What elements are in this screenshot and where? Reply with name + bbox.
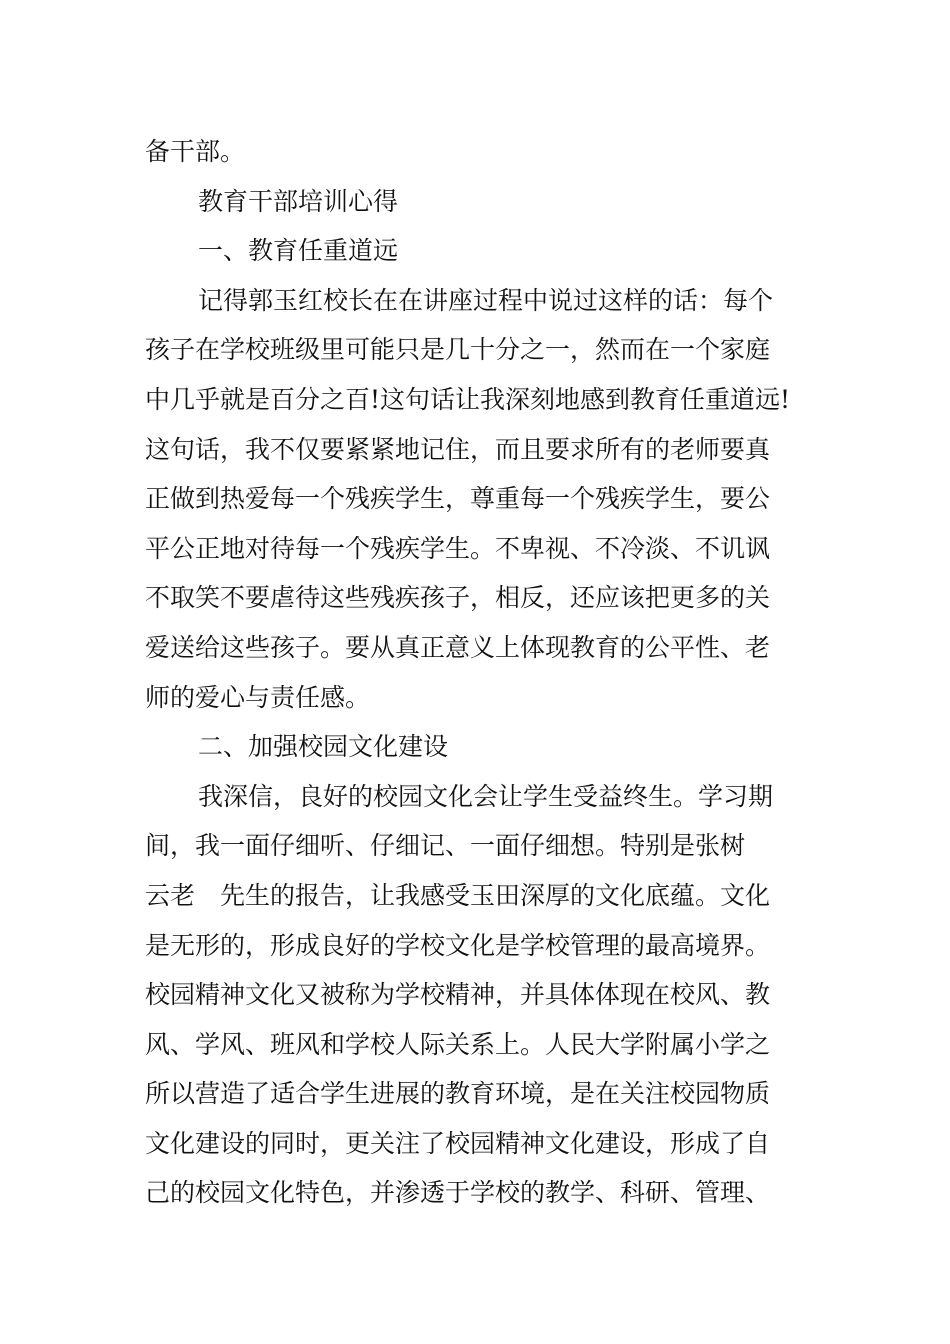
paragraph-line: 不取笑不要虐待这些残疾孩子，相反，还应该把更多的关 xyxy=(145,583,771,613)
paragraph-line: 正做到热爱每一个残疾学生，尊重每一个残疾学生，要公 xyxy=(145,484,771,514)
paragraph-line: 备干部。 xyxy=(145,137,246,166)
paragraph-line: 这句话，我不仅要紧紧地记住，而且要求所有的老师要真 xyxy=(145,434,771,464)
paragraph-line: 爱送给这些孩子。要从真正意义上体现教育的公平性、老 xyxy=(145,632,771,662)
paragraph-line: 中几乎就是百分之百!这句话让我深刻地感到教育任重道远! xyxy=(145,384,791,414)
paragraph-line: 师的爱心与责任感。 xyxy=(145,682,371,712)
paragraph-line: 孩子在学校班级里可能只是几十分之一，然而在一个家庭 xyxy=(145,335,771,365)
paragraph-line: 平公正地对待每一个残疾学生。不卑视、不冷淡、不讥讽 xyxy=(145,533,771,563)
section-heading: 二、加强校园文化建设 xyxy=(198,732,449,762)
paragraph-line: 是无形的，形成良好的学校文化是学校管理的最高境界。 xyxy=(145,930,771,960)
paragraph-line: 文化建设的同时，更关注了校园精神文化建设，形成了自 xyxy=(145,1128,771,1158)
paragraph-line: 间，我一面仔细听、仔细记、一面仔细想。特别是张树 xyxy=(145,831,746,861)
paragraph-line: 己的校园文化特色，并渗透于学校的教学、科研、管理、 xyxy=(145,1178,771,1208)
section-title: 教育干部培训心得 xyxy=(198,186,399,216)
paragraph-line: 校园精神文化又被称为学校精神，并具体体现在校风、教 xyxy=(145,980,771,1010)
paragraph-line: 我深信，良好的校园文化会让学生受益终生。学习期 xyxy=(198,781,774,811)
paragraph-line: 所以营造了适合学生进展的教育环境，是在关注校园物质 xyxy=(145,1079,771,1109)
section-heading: 一、教育任重道远 xyxy=(198,236,399,266)
paragraph-line: 风、学风、班风和学校人际关系上。人民大学附属小学之 xyxy=(145,1029,771,1059)
paragraph-line: 云老 先生的报告，让我感受玉田深厚的文化底蕴。文化 xyxy=(145,880,771,910)
document-body xyxy=(145,127,815,1218)
paragraph-line: 记得郭玉红校长在在讲座过程中说过这样的话：每个 xyxy=(198,285,774,315)
